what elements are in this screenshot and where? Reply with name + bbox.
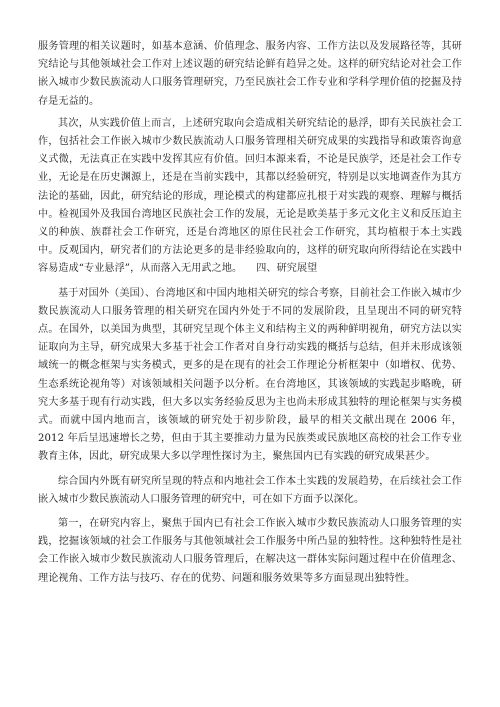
paragraph-text: 综合国内外既有研究所呈现的特点和内地社会工作本土实践的发展趋势，在后续社会工作嵌入城市少数民族流动人口服务管理的研究中，可在如下方面予以深化。 (38, 475, 462, 505)
paragraph-text: 其次，从实践价值上而言，上述研究取向会造成相关研究结论的悬浮，即有关民族社会工作，包括社会工作嵌入城市少数民族流动人口服务管理相关研究成果的实践指导和政策咨询意义式微，无法真正在实践中发挥其应有价值。回归本源来看，不论是民族学，还是社会工作专业，无论是在历史渊源上，还是在当前实践中，其都以经验研究，特别是以实地调查作为其方法论的基础，因此，研究结论的形成，理论模式的构建都应扎根于对实践的观察、理解与概括中。检视国外及我国台湾地区民族社会工作的发展，无论是欧美基于多元文化主义和反压迫主义的种族、族群社会工作研究，还是台湾地区的原住民社会工作研究，其均植根于本土实践中。反观国内，研究者们的方法论更多的是非经验取向的，这样的研究取向所得结论在实践中容易造成“专业悬浮”，从而落入无用武之地。 (38, 117, 462, 275)
paragraph-continuation (38, 38, 462, 111)
document-page (38, 38, 462, 588)
paragraph-text: 第一，在研究内容上，聚焦于国内已有社会工作嵌入城市少数民族流动人口服务管理的实践，挖掘该领域的社会工作服务与其他领域社会工作服务中所凸显的独特性。这种独特性是社会工作嵌入城市少数民族流动人口服务管理后，在解决这一群体实际问题过程中在价值理念、理论视角、工作方法与技巧、存在的优势、问题和服务效果等多方面显现出独特性。 (38, 518, 462, 584)
paragraph-research-overview (38, 285, 462, 467)
paragraph-text: 基于对国外（美国）、台湾地区和中国内地相关研究的综合考察，目前社会工作嵌入城市少数民族流动人口服务管理的相关研究在国内外处于不同的发展阶段，且呈现出不同的研究特点。在国外，以美国为典型，其研究呈现个体主义和结构主义的两种鲜明视角，研究方法以实证取向为主导，研究成果大多基于社会工作者对自身行动实践的概括与总结，但并未形成该领域统一的概念框架与实务模式，更多的是在现有的社会工作理论分析框架中（如增权、优势、生态系统论视角等）对该领域相关问题予以分析。在台湾地区，其该领域的实践起步略晚，研究大多基于现有行动实践，但大多以实务经验反思为主也尚未形成其独特的理论框架与实务模式。而就中国内地而言，该领域的研究处于初步阶段，最早的相关文献出现在 2006 年，2012 年后呈迅速增长之势，但由于其主要推动力量为民族类或民族地区高校的社会工作专业教育主体，因此，研究成果大多以学理性探讨为主，聚焦国内已有实践的研究成果甚少。 (38, 287, 462, 463)
paragraph-first-point (38, 515, 462, 588)
paragraph-text: 服务管理的相关议题时，如基本意涵、价值理念、服务内容、工作方法以及发展路径等，其研究结论与其他领域社会工作对上述议题的研究结论鲜有趋异之处。这样的研究结论对社会工作嵌入城市少数民族流动人口服务管理研究，乃至民族社会工作专业和学科学理价值的挖掘及持存是无益的。 (38, 41, 462, 107)
section-heading: 四、研究展望 (256, 263, 318, 275)
paragraph-practical-value (38, 115, 462, 279)
paragraph-summary (38, 473, 462, 509)
